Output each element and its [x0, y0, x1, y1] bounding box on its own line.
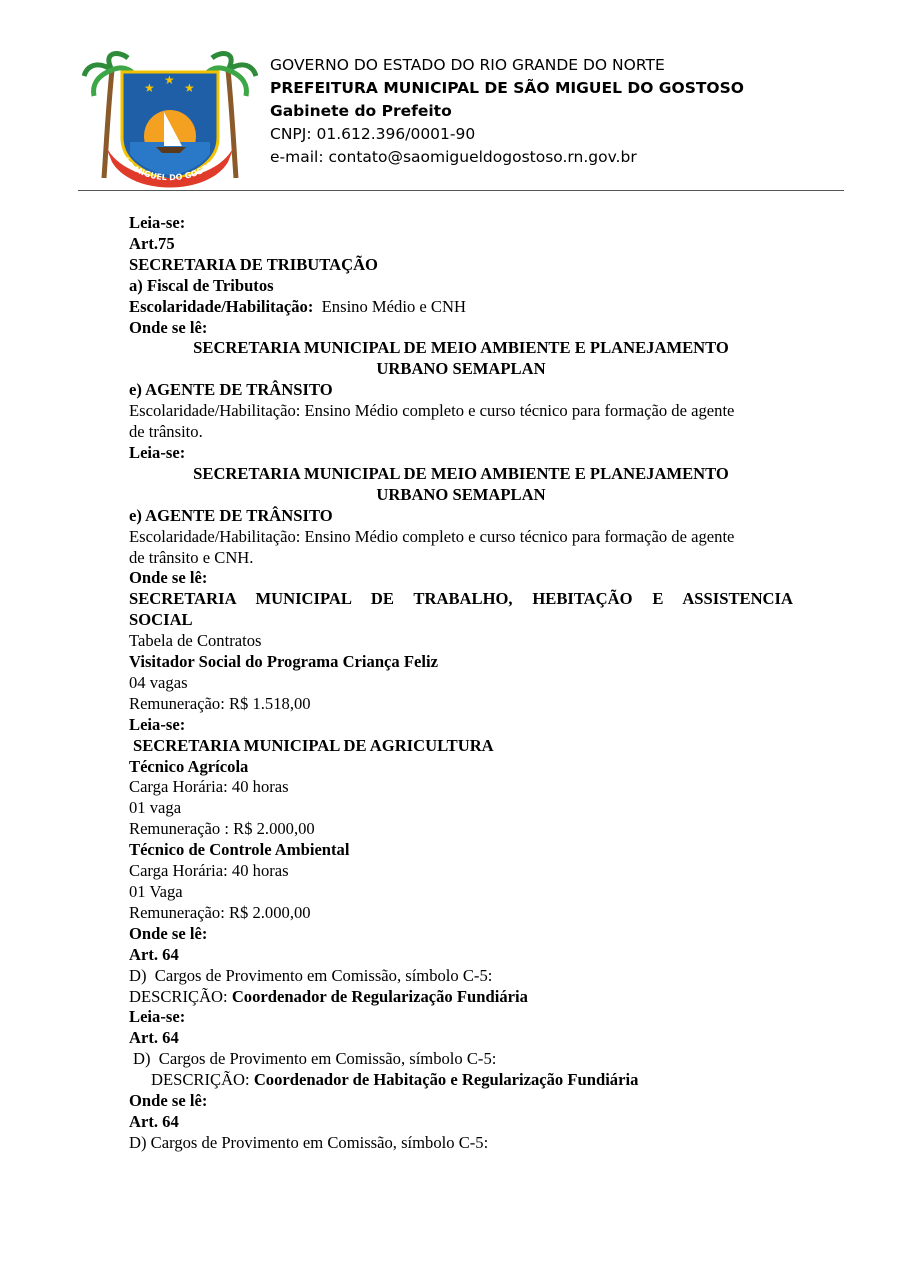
vacancies: 01 Vaga [129, 882, 183, 901]
salary: Remuneração: R$ 2.000,00 [129, 902, 311, 922]
cnpj-line: CNPJ: 01.612.396/0001-90 [270, 125, 476, 143]
workload: Carga Horária: 40 horas [129, 861, 289, 881]
description-line [129, 1070, 793, 1091]
vacancies: 04 vagas [129, 672, 188, 692]
star-icon: ★ [144, 81, 155, 95]
logo-ribbon-text: SÃO MIGUEL DO GOSTOSO [115, 152, 225, 183]
municipality-name: PREFEITURA MUNICIPAL DE SÃO MIGUEL DO GOSTOSO [270, 79, 744, 97]
section-heading: Onde se lê: [129, 568, 208, 588]
header-divider [78, 190, 844, 191]
position-title: Técnico de Controle Ambiental [129, 840, 350, 860]
requirement-value: Ensino Médio e CNH [313, 296, 466, 316]
department-title-cont: SOCIAL [129, 610, 193, 630]
department-title: SECRETARIA MUNICIPAL DE TRABALHO, HEBITAÇÃO E ASSISTENCIA [129, 589, 793, 609]
requirement-line: Escolaridade/Habilitação: Ensino Médio completo e curso técnico para formação de agente [129, 526, 735, 546]
position-title: e) AGENTE DE TRÂNSITO [129, 380, 333, 400]
municipal-coat-of-arms-logo [82, 50, 258, 190]
position-title: a) Fiscal de Tributos [129, 275, 274, 295]
description-value: Coordenador de Habitação e Regularização Fundiária [253, 1070, 639, 1090]
table-caption: Tabela de Contratos [129, 631, 262, 651]
document-body [129, 213, 793, 1154]
department-title: SECRETARIA DE TRIBUTAÇÃO [129, 254, 378, 274]
department-title-cont: URBANO SEMAPLAN [376, 359, 546, 379]
section-heading: Onde se lê: [129, 923, 208, 943]
description-label: DESCRIÇÃO: [129, 986, 232, 1006]
office-name: Gabinete do Prefeito [270, 102, 452, 120]
section-heading: Leia-se: [129, 442, 186, 462]
requirement-line [129, 297, 793, 318]
vacancies: 01 vaga [129, 798, 182, 818]
email-line: e-mail: contato@saomigueldogostoso.rn.gov.br [270, 148, 637, 166]
section-heading: Onde se lê: [129, 317, 208, 337]
section-heading: Leia-se: [129, 1007, 186, 1027]
description-value: Coordenador de Regularização Fundiária [231, 986, 528, 1006]
section-heading: Leia-se: [129, 213, 186, 232]
workload: Carga Horária: 40 horas [129, 777, 289, 797]
position-title: Visitador Social do Programa Criança Feliz [129, 652, 438, 672]
salary: Remuneração : R$ 2.000,00 [129, 819, 315, 839]
description-label: DESCRIÇÃO: [151, 1070, 254, 1090]
description-line [129, 987, 793, 1008]
letterhead-text [270, 54, 744, 169]
position-category: D) Cargos de Provimento em Comissão, símbolo C-5: [129, 1132, 489, 1152]
star-icon: ★ [164, 73, 175, 87]
department-title: SECRETARIA MUNICIPAL DE AGRICULTURA [133, 735, 494, 755]
star-icon: ★ [184, 81, 195, 95]
position-category: D) Cargos de Provimento em Comissão, símbolo C-5: [133, 1049, 497, 1069]
requirement-line: Escolaridade/Habilitação: Ensino Médio completo e curso técnico para formação de agente [129, 401, 735, 421]
department-title: SECRETARIA MUNICIPAL DE MEIO AMBIENTE E PLANEJAMENTO [193, 338, 729, 358]
position-title: Técnico Agrícola [129, 756, 249, 776]
position-title: e) AGENTE DE TRÂNSITO [129, 505, 333, 525]
department-title-cont: URBANO SEMAPLAN [376, 484, 546, 504]
department-title: SECRETARIA MUNICIPAL DE MEIO AMBIENTE E PLANEJAMENTO [193, 463, 729, 483]
section-heading: Onde se lê: [129, 1091, 208, 1111]
salary: Remuneração: R$ 1.518,00 [129, 693, 311, 713]
requirement-line-cont: de trânsito. [129, 422, 203, 442]
requirement-line-cont: de trânsito e CNH. [129, 547, 254, 567]
article-number: Art.75 [129, 233, 175, 253]
section-heading: Leia-se: [129, 714, 186, 734]
position-category: D) Cargos de Provimento em Comissão, símbolo C-5: [129, 965, 493, 985]
state-government-line: GOVERNO DO ESTADO DO RIO GRANDE DO NORTE [270, 56, 665, 74]
letterhead [0, 0, 900, 192]
article-number: Art. 64 [129, 1111, 179, 1131]
article-number: Art. 64 [129, 944, 179, 964]
article-number: Art. 64 [129, 1028, 179, 1048]
requirement-label: Escolaridade/Habilitação: [129, 296, 314, 316]
